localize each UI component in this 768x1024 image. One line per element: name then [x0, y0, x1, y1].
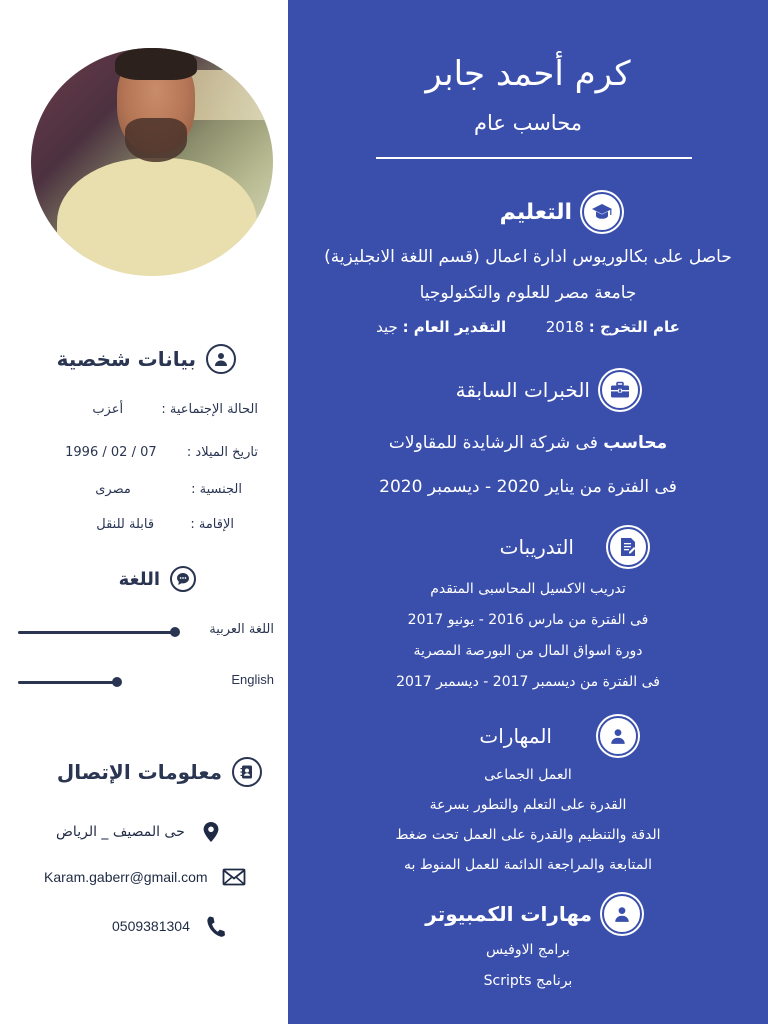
language-name: اللغة العربية	[209, 622, 274, 637]
contact-phone[interactable]	[112, 914, 228, 938]
language-section-header	[119, 566, 196, 592]
phone-icon	[204, 914, 228, 938]
grade-value: جيد	[376, 318, 398, 336]
skills-section-title: المهارات	[479, 724, 552, 748]
address-book-icon	[232, 757, 262, 787]
person-icon	[602, 894, 642, 934]
contact-section-title: معلومات الإتصال	[56, 760, 222, 784]
language-name: English	[231, 672, 274, 687]
education-section-header	[500, 192, 622, 232]
computer-skills-section-header	[425, 894, 642, 934]
field-label: الجنسية :	[191, 482, 242, 497]
training-line: فى الفترة من مارس 2016 - يونيو 2017	[407, 612, 649, 628]
candidate-name: كرم أحمد جابر	[425, 54, 631, 94]
field-label: تاريخ الميلاد :	[186, 445, 258, 460]
briefcase-icon	[600, 370, 640, 410]
field-value: مصرى	[95, 482, 131, 497]
experience-company: فى شركة الرشايدة للمقاولات	[388, 433, 598, 453]
skills-section-header	[479, 716, 638, 756]
experience-role: محاسب	[603, 433, 668, 453]
training-line: تدريب الاكسيل المحاسبى المتقدم	[430, 581, 626, 597]
education-university: جامعة مصر للعلوم والتكنولوجيا	[419, 283, 637, 303]
personal-field-residence	[96, 517, 234, 532]
photo-hair	[115, 48, 197, 80]
field-label: الحالة الإجتماعية :	[161, 402, 258, 417]
contact-section-header	[57, 757, 262, 787]
sidebar	[0, 0, 288, 1024]
computer-skills-section-title: مهارات الكمبيوتر	[425, 902, 592, 926]
language-item-arabic	[18, 622, 280, 642]
certificate-icon	[608, 527, 648, 567]
field-label: الإقامة :	[190, 517, 234, 532]
personal-field-nationality	[95, 482, 242, 497]
computer-skill-line: برامج الاوفيس	[486, 942, 570, 958]
phone-text[interactable]: 0509381304	[112, 918, 190, 934]
contact-email[interactable]	[44, 865, 246, 889]
skill-line: الدقة والتنظيم والقدرة على العمل تحت ضغط	[395, 827, 661, 843]
candidate-job-title: محاسب عام	[473, 111, 583, 135]
experience-section-title: الخبرات السابقة	[455, 378, 590, 402]
person-icon	[598, 716, 638, 756]
training-line: فى الفترة من ديسمبر 2017 - ديسمبر 2017	[396, 674, 660, 690]
personal-section-title: بيانات شخصية	[56, 347, 196, 371]
graduation-cap-icon	[582, 192, 622, 232]
experience-period: فى الفترة من يناير 2020 - ديسمبر 2020	[379, 477, 677, 497]
language-level-marker	[112, 677, 122, 687]
profile-photo	[31, 48, 273, 276]
field-value: قابلة للنقل	[96, 517, 155, 532]
grad-year-value: 2018	[545, 318, 584, 336]
contact-address	[56, 820, 223, 844]
education-grad-line	[288, 318, 768, 336]
language-level-bar	[18, 681, 117, 684]
skill-line: المتابعة والمراجعة الدائمة للعمل المنوط به	[404, 857, 652, 873]
personal-field-marital	[92, 402, 258, 417]
grade-label: التقدير العام :	[402, 318, 507, 336]
email-text[interactable]: Karam.gaberr@gmail.com	[44, 869, 208, 885]
experience-section-header	[456, 370, 640, 410]
language-section-title: اللغة	[118, 568, 160, 590]
experience-role-line	[288, 433, 768, 453]
personal-section-header	[57, 344, 236, 374]
trainings-section-header	[500, 527, 648, 567]
main-panel	[288, 0, 768, 1024]
field-value: 07 / 02 / 1996	[65, 445, 157, 460]
personal-field-birthdate	[65, 445, 258, 460]
language-item-english	[18, 672, 280, 692]
header-divider	[376, 157, 692, 159]
chat-bubble-icon	[170, 566, 196, 592]
language-level-marker	[170, 627, 180, 637]
grad-year-label: عام التخرج :	[588, 318, 680, 336]
language-level-bar	[18, 631, 175, 634]
education-degree: حاصل على بكالوريوس ادارة اعمال (قسم اللغة الانجليزية)	[324, 247, 732, 267]
skill-line: القدرة على التعلم والتطور بسرعة	[429, 797, 627, 813]
computer-skill-line: برنامج Scripts	[483, 973, 573, 989]
location-pin-icon	[199, 820, 223, 844]
field-value: أعزب	[92, 402, 124, 417]
skill-line: العمل الجماعى	[484, 767, 572, 783]
address-text: حى المصيف _ الرياض	[56, 824, 185, 840]
education-section-title: التعليم	[499, 199, 572, 225]
training-line: دورة اسواق المال من البورصة المصرية	[413, 643, 643, 659]
envelope-icon	[222, 865, 246, 889]
photo-beard	[125, 118, 187, 162]
trainings-section-title: التدريبات	[499, 535, 574, 559]
photo-shirt	[57, 158, 257, 276]
person-icon	[206, 344, 236, 374]
